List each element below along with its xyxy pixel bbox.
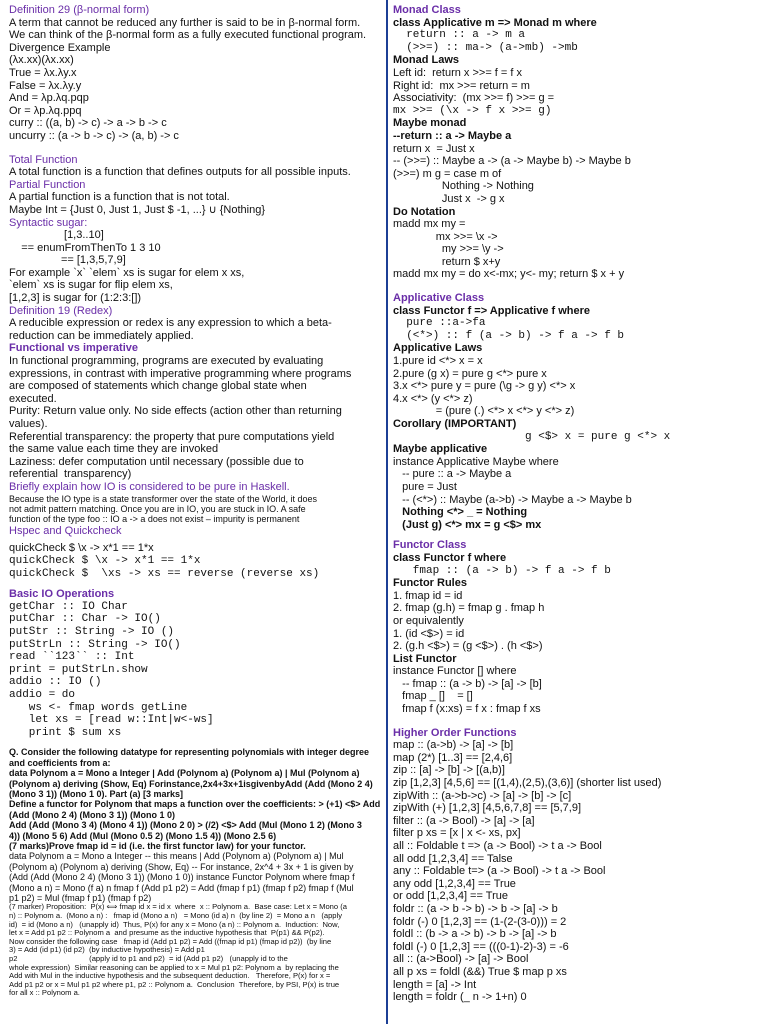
left-line-11 [9,143,381,154]
right-line-67: all :: Foldable t => (a -> Bool) -> t a -> Bool [393,840,602,852]
left-line-54: print = putStrLn.show [9,663,148,676]
right-line-21: madd mx my = do x<-mx; y<- my; return $ x + y [393,268,625,281]
right-line-7: Associativity: (mx >>= f) >>= g = [393,92,555,105]
left-line-45: quickCheck $ \x -> x*1 == 1*x [9,554,201,567]
right-line-48: 2. fmap (g.h) = fmap g . fmap h [393,602,545,615]
right-line-26: (<*>) :: f (a -> b) -> f a -> f b [393,329,625,342]
left-line-37: referential transparency) [9,468,132,481]
right-line-24: class Functor f => Applicative f where [393,304,591,317]
right-line-61: zip :: [a] -> [b] -> [(a,b)] [393,764,505,777]
left-line-50: putChar :: Char -> IO() [9,613,161,626]
left-line-68: Add (Add (Mono 3 4) (Mono 4 1)) (Mono 2 0) > (/2) <$> Add (Mul (Mono 1 2) (Mono 3 [9,820,362,831]
left-line-80: Now consider the following case fmap id (Add p1 p2) = Add ((fmap id p1) (fmap id p2)) (by line [9,937,332,946]
right-line-4: Monad Laws [393,54,460,67]
right-line-60: map (2*) [1..3] == [2,4,6] [393,751,513,764]
left-line-46: quickCheck $ \xs -> xs == reverse (reverse xs) [9,567,320,580]
right-line-41: (Just g) <*> mx = g <$> mx [393,518,542,531]
right-line-53: instance Functor [] where [393,665,517,678]
right-line-59: map :: (a->b) -> [a] -> [b] [393,739,514,752]
right-line-78: length = [a] -> Int [393,978,477,991]
left-line-8: Or = λp.λq.ppq [9,104,82,117]
right-line-73: foldr (-) 0 [1,2,3] == (1-(2-(3-0))) = 2 [393,915,567,928]
right-line-66: filter p xs = [x | x <- xs, px] [393,827,521,840]
left-line-18: [1,3..10] [9,229,104,242]
left-line-57: ws <- fmap words getLine [9,701,188,714]
right-line-23: Applicative Class [393,292,485,305]
right-line-3: (>>=) :: ma-> (a->mb) ->mb [393,41,578,54]
left-line-69: 4)) (Mono 5 6) Add (Mul (Mono 0.5 2) (Mono 1.5 4)) (Mono 2.5 6) [9,830,277,841]
right-line-51: 2. (g.h <$>) = (g <$>) . (h <$>) [393,640,543,653]
left-line-73: (Add (Add (Mono 2 4) (Mono 3 1)) (Mono 1 0)) instance Functor Polynom where fmap f [9,872,355,883]
left-line-72: (Polynom a) (Polynom a) deriving (Show, Eq) -- For instance, 2x^4 + 3x + 1 is given by [9,861,354,872]
right-line-36: instance Applicative Maybe where [393,455,559,468]
right-line-25: pure ::a->fa [393,317,486,330]
right-line-52: List Functor [393,652,457,665]
right-line-54: -- fmap :: (a -> b) -> [a] -> [b] [393,677,542,690]
left-line-86: for all x :: Polynom a. [9,989,80,998]
right-line-11: return x = Just x [393,142,475,155]
left-line-2: We can think of the β-normal form as a fully executed functional program. [9,29,367,42]
left-line-21: For example `x` `elem` xs is sugar for elem x xs, [9,266,245,279]
left-line-58: let xs = [read w::Int|w<-ws] [9,714,214,727]
right-line-0: Monad Class [393,4,461,16]
left-line-42: Hspec and Quickcheck [9,524,122,537]
left-line-7: And = λp.λq.pqp [9,92,89,105]
right-line-30: 3.x <*> pure y = pure (\g -> g y) <*> x [393,380,576,393]
left-line-55: addio :: IO () [9,676,102,689]
right-line-22 [393,281,761,292]
right-line-72: foldr :: (a -> b -> b) -> b -> [a] -> b [393,902,558,915]
left-line-26: reduction can be immediately applied. [9,329,194,342]
left-line-34: Referential transparency: the property that pure computations yield [9,430,335,443]
left-line-24: Definition 19 (Redex) [9,304,113,317]
right-line-49: or equivalently [393,614,464,627]
right-line-40: Nothing <*> _ = Nothing [393,506,528,519]
right-line-65: filter :: (a -> Bool) -> [a] -> [a] [393,814,535,827]
right-line-64: zipWith (+) [1,2,3] [4,5,6,7,8] == [5,7,9] [393,802,582,815]
left-line-59: print $ sum xs [9,726,122,739]
left-line-52: putStrLn :: String -> IO() [9,638,181,651]
left-line-0: Definition 29 (β-normal form) [9,4,150,16]
left-line-9: curry :: ((a, b) -> c) -> a -> b -> c [9,117,167,130]
right-line-29: 2.pure (g x) = pure g <*> pure x [393,367,547,380]
right-line-39: -- (<*>) :: Maybe (a->b) -> Maybe a -> Maybe b [393,493,632,506]
right-line-12: -- (>>=) :: Maybe a -> (a -> Maybe b) -> Maybe b [393,155,631,168]
left-line-79: let x = Add p1 p2 :: Polynom a and presume as the inductive hypothesis that P(p1) && P(p2). [9,929,325,938]
left-line-22: `elem` xs is sugar for flip elem xs, [9,279,173,292]
right-line-76: all :: (a->Bool) -> [a] -> Bool [393,953,529,966]
left-line-12: Total Function [9,153,78,166]
left-line-28: In functional programming, programs are executed by evaluating [9,355,324,368]
right-line-13: (>>=) m g = case m of [393,167,502,180]
left-line-41: function of the type foo :: IO a -> a does not exist – impurity is permanent [9,514,300,525]
left-line-23: [1,2,3] is sugar for (1:2:3:[]) [9,292,142,305]
left-line-70: (7 marks)Prove fmap id = id (i.e. the first functor law) for your functor. [9,840,306,851]
right-line-44: class Functor f where [393,551,507,564]
left-line-33: values). [9,418,48,430]
right-line-20: return $ x+y [393,255,501,268]
right-line-27: Applicative Laws [393,342,483,355]
left-line-13: A total function is a function that defines outputs for all possible inputs. [9,166,351,179]
left-line-78: id) = id (Mono a n) (unapply id) Thus, P(x) for any x = Mono (a n) :: Polynom a. Induction: Now, [9,920,340,929]
left-line-65: (Mono 3 1)) (Mono 1 0). Part (a) [3 marks] [9,788,184,799]
left-line-81: 3) = Add (id p1) (id p2) (by inductive hypothesis) = Add p1 [9,946,205,955]
right-column [393,4,761,1004]
left-line-83: whole expression) Similar reasoning can be applied to x = Mul p1 p2: Polynom a by replacing the [9,963,339,972]
right-line-47: 1. fmap id = id [393,589,463,602]
left-line-15: A partial function is a function that is not total. [9,191,230,204]
left-line-17: Syntactic sugar: [9,216,88,229]
left-line-74: (Mono a n) = Mono (f a) n fmap f (Add p1 p2) = Add (fmap f p1) (fmap f p2) fmap f (Mul [9,882,354,893]
left-line-19: == enumFromThenTo 1 3 10 [9,241,161,254]
left-line-4: (λx.xx)(λx.xx) [9,54,74,67]
left-line-64: (Polynom a) deriving (Show, Eq) Forinstance,2x4+3x+1isgivenbyAdd (Add (Mono 2 4) [9,778,373,789]
left-line-32: Purity: Return value only. No side effects (action other than returning [9,405,342,418]
right-line-35: Maybe applicative [393,443,488,456]
left-line-61: Q. Consider the following datatype for representing polynomials with integer degree [9,747,370,758]
left-line-63: data Polynom a = Mono a Integer | Add (Polynom a) (Polynom a) | Mul (Polynom a) [9,768,360,779]
right-line-63: zipWith :: (a->b->c) -> [a] -> [b] -> [c] [393,789,572,802]
left-line-56: addio = do [9,688,76,701]
left-column [9,4,381,998]
right-line-56: fmap f (x:xs) = f x : fmap f xs [393,703,541,716]
left-line-3: Divergence Example [9,41,111,54]
left-line-14: Partial Function [9,178,86,191]
right-line-8: mx >>= (\x -> f x >>= g) [393,104,552,117]
right-line-16: Do Notation [393,205,456,218]
left-line-48: Basic IO Operations [9,588,115,601]
right-line-33: Corollary (IMPORTANT) [393,418,517,430]
right-line-15: Just x -> g x [393,192,505,205]
left-line-75: p1 p2) = Mul (fmap f p1) (fmap f p2) [9,892,152,903]
left-line-53: read ``123`` :: Int [9,651,135,664]
right-line-17: madd mx my = [393,218,466,231]
right-line-71: or odd [1,2,3,4] == True [393,890,508,903]
right-line-75: foldl (-) 0 [1,2,3] == (((0-1)-2)-3) = -6 [393,940,569,953]
right-line-31: 4.x <*> (y <*> z) [393,392,473,405]
left-line-36: Laziness: defer computation until necessary (possible due to [9,455,304,468]
left-line-39: Because the IO type is a state transformer over the state of the World, it does [9,493,317,504]
right-line-6: Right id: mx >>= return = m [393,79,530,92]
right-line-1: class Applicative m => Monad m where [393,16,597,29]
right-line-50: 1. (id <$>) = id [393,627,465,640]
left-line-62: and coefficients from a: [9,757,111,768]
right-line-19: my >>= \y -> [393,243,504,256]
right-line-32: = (pure (.) <*> x <*> y <*> z) [393,405,575,418]
right-line-79: length = foldr (_ n -> 1+n) 0 [393,991,527,1004]
left-line-40: not admit pattern matching. Once you are in IO, you are stuck in IO. A safe [9,503,306,514]
right-line-5: Left id: return x >>= f = f x [393,66,523,79]
right-line-9: Maybe monad [393,117,467,130]
left-line-6: False = λx.λy.y [9,79,82,92]
column-divider [386,0,388,1024]
right-line-28: 1.pure id <*> x = x [393,355,483,368]
right-line-57 [393,716,761,727]
left-line-84: Add with Mul in the inductive hypothesis and the subsequent deduction. Therefore, P(x) for x = [9,972,331,981]
left-line-30: are composed of statements which change global state when [9,380,307,393]
right-line-34: g <$> x = pure g <*> x [393,430,671,443]
right-line-45: fmap :: (a -> b) -> f a -> f b [393,564,611,577]
right-line-42 [393,531,761,539]
left-line-47 [9,580,381,588]
left-line-31: executed. [9,392,57,405]
right-line-38: pure = Just [393,480,457,493]
left-line-1: A term that cannot be reduced any further is said to be in β-normal form. [9,16,361,29]
left-line-76: (7 marker) Proposition: P(x) ⟺ fmap id x = id x where x :: Polynom a. Base case: Let x = Mono (a [9,903,347,912]
right-line-46: Functor Rules [393,577,467,590]
right-line-68: all odd [1,2,3,4] == Talse [393,852,513,865]
right-line-37: -- pure :: a -> Maybe a [393,468,512,481]
right-line-10: --return :: a -> Maybe a [393,129,512,142]
left-line-10: uncurry :: (a -> b -> c) -> (a, b) -> c [9,129,179,142]
right-line-58: Higher Order Functions [393,726,517,739]
left-line-20: == [1,3,5,7,9] [9,254,126,267]
left-line-66: Define a functor for Polynom that maps a function over the coefficients: > (+1) <$> Add [9,799,381,810]
left-line-29: expressions, in contrast with imperative programming where programs [9,367,352,380]
right-line-14: Nothing -> Nothing [393,180,534,193]
right-line-74: foldl :: (b -> a -> b) -> b -> [a] -> b [393,928,557,941]
left-line-35: the same value each time they are invoked [9,443,219,456]
left-line-44: quickCheck $ \x -> x*1 == 1*x [9,542,154,555]
left-line-25: A reducible expression or redex is any expression to which a beta- [9,317,332,330]
left-line-77: n) :: Polynom a. (Mono a n) : fmap id (Mono a n) = Mono (id a) n (by line 2) = Mono a n (apply [9,911,343,920]
right-line-55: fmap _ [] = [] [393,690,473,703]
right-line-62: zip [1,2,3] [4,5,6] == [(1,4),(2,5),(3,6)] (shorter list used) [393,777,662,790]
right-line-70: any odd [1,2,3,4] == True [393,877,516,890]
left-line-49: getChar :: IO Char [9,600,128,613]
right-line-69: any :: Foldable t=> (a -> Bool) -> t a -> Bool [393,865,606,878]
left-line-38: Briefly explain how IO is considered to be pure in Haskell. [9,480,290,493]
left-line-71: data Polynom a = Mono a Integer -- this means | Add (Polynom a) (Polynom a) | Mul [9,851,344,862]
right-line-77: all p xs = foldl (&&) True $ map p xs [393,965,567,978]
right-line-2: return :: a -> m a [393,29,526,42]
left-line-67: (Add (Mono 2 4) (Mono 3 1)) (Mono 1 0) [9,809,175,820]
left-line-16: Maybe Int = {Just 0, Just 1, Just $ -1, ...} ∪ {Nothing} [9,203,265,216]
left-line-85: Add p1 p2 or x = Mul p1 p2 where p1, p2 :: Polynom a. Conclusion Therefore, by PSI, P(x) is true [9,980,340,989]
left-line-51: putStr :: String -> IO () [9,625,175,638]
left-line-5: True = λx.λy.x [9,66,77,79]
left-line-27: Functional vs imperative [9,342,138,355]
right-line-43: Functor Class [393,539,467,552]
left-line-82: p2 (apply id to p1 and p2) = id (Add p1 p2) (unapply id to the [9,954,288,963]
left-line-60 [9,739,381,747]
right-line-18: mx >>= \x -> [393,230,498,243]
